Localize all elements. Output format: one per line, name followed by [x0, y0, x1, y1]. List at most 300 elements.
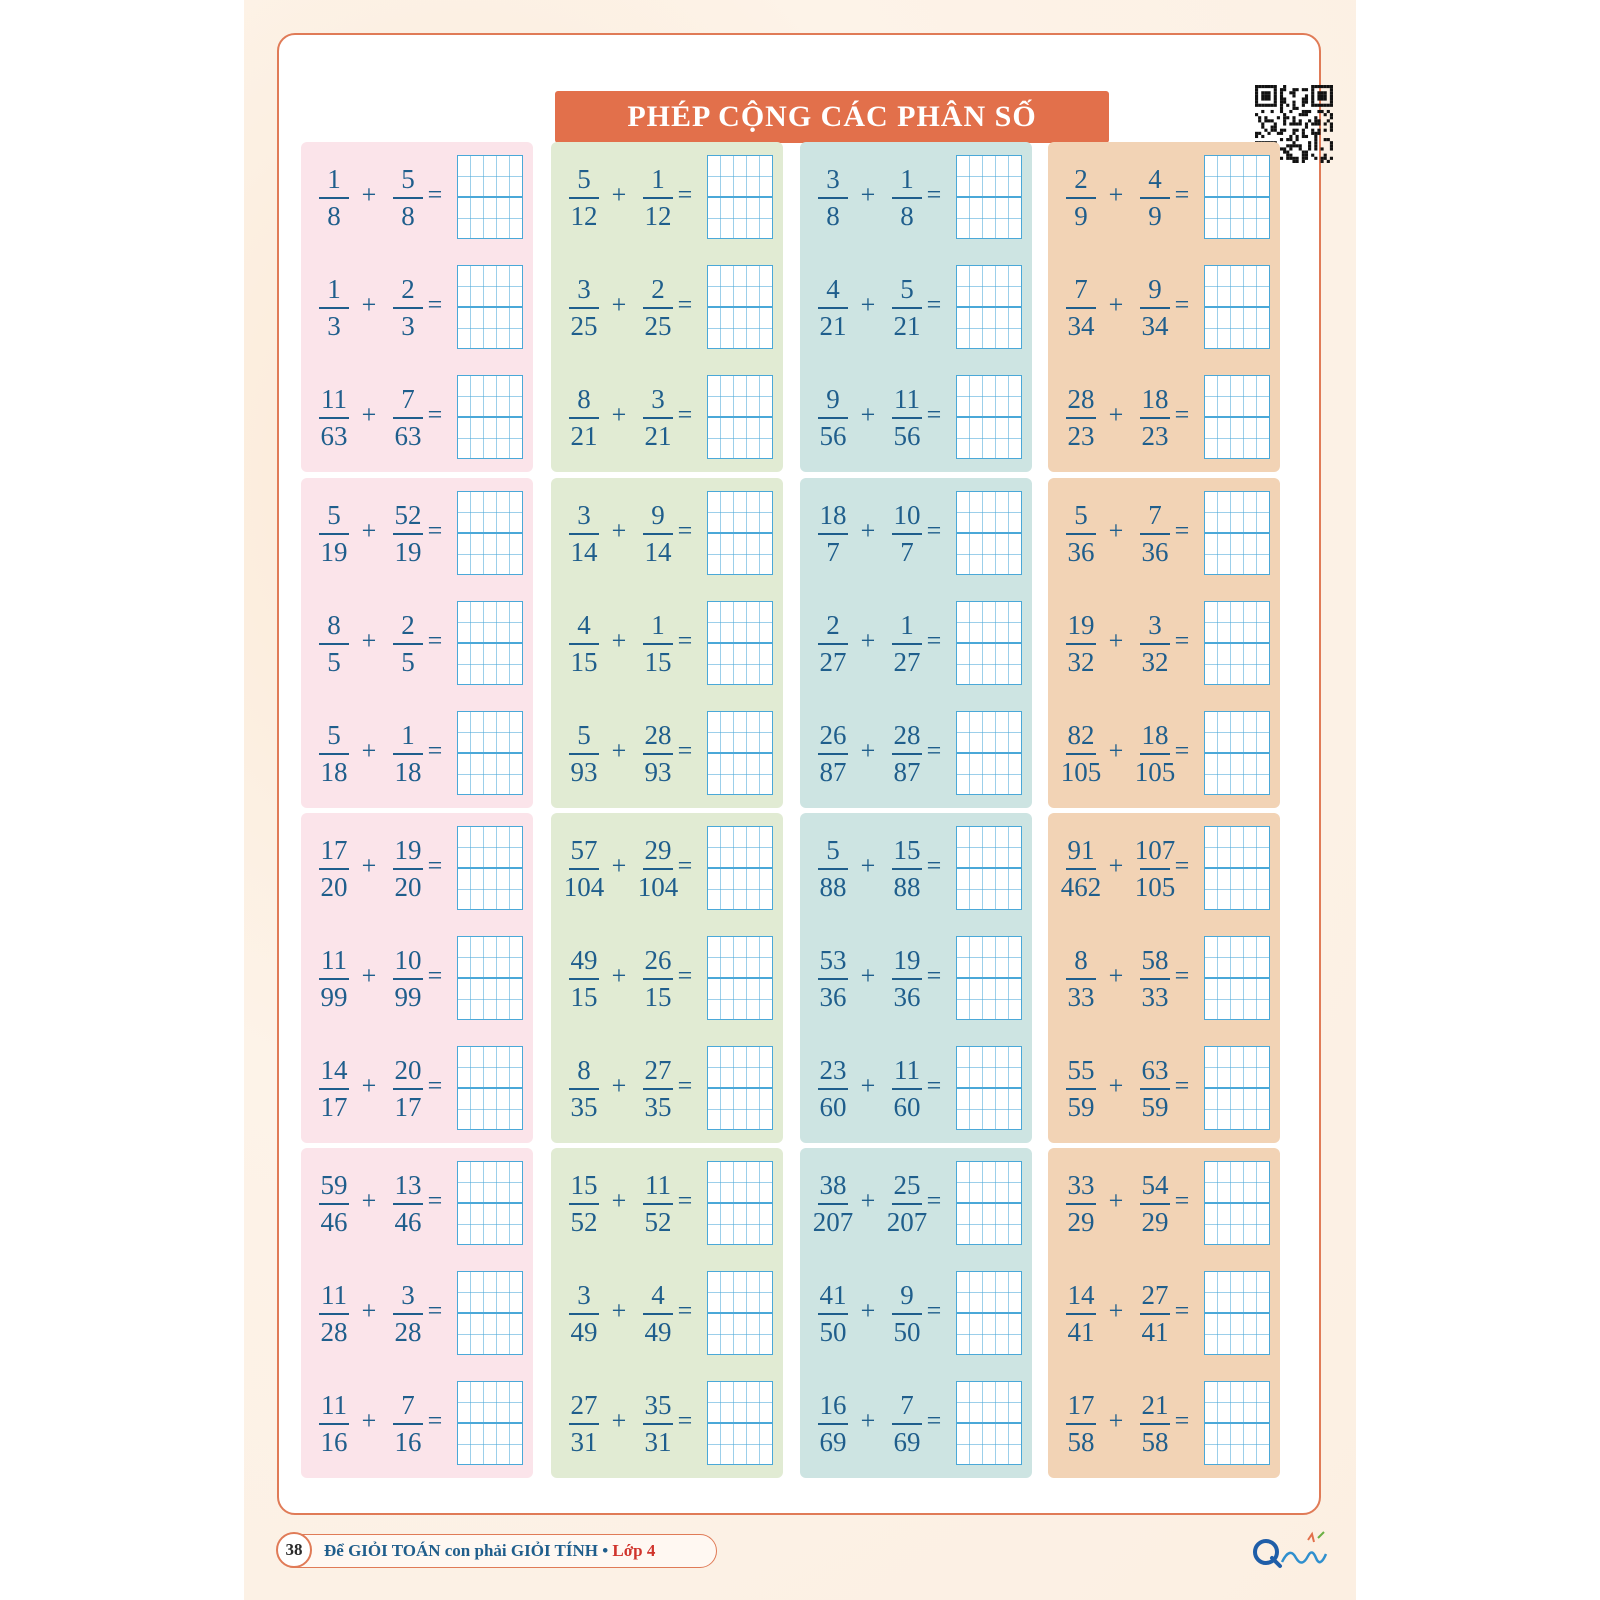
denominator: 87	[819, 757, 847, 787]
equals-sign: =	[926, 1406, 942, 1435]
denominator: 25	[570, 311, 598, 341]
addition-exercise	[551, 1373, 783, 1463]
addition-exercise	[301, 257, 533, 347]
answer-box[interactable]	[1204, 265, 1270, 349]
fraction-bar	[393, 868, 423, 870]
fraction-left	[806, 1054, 860, 1124]
denominator: 58	[1141, 1427, 1169, 1457]
fraction-left	[1054, 1279, 1108, 1349]
exercise-block	[301, 813, 533, 1143]
fraction-left	[557, 1279, 611, 1349]
numerator: 33	[1067, 1170, 1095, 1200]
fraction-bar	[1066, 1203, 1096, 1205]
answer-box[interactable]	[956, 1271, 1022, 1355]
fraction-left	[1054, 1054, 1108, 1124]
fraction-bar	[319, 1203, 349, 1205]
fraction-left	[307, 944, 361, 1014]
fraction-bar	[892, 1423, 922, 1425]
numerator: 19	[893, 945, 921, 975]
fraction-left	[806, 499, 860, 569]
numerator: 3	[577, 274, 591, 304]
numerator: 7	[900, 1390, 914, 1420]
denominator: 8	[900, 201, 914, 231]
equals-sign: =	[677, 961, 693, 990]
plus-sign: +	[1108, 961, 1124, 990]
fraction-bar	[1066, 307, 1096, 309]
plus-sign: +	[361, 180, 377, 209]
fraction-bar	[1066, 643, 1096, 645]
fraction-bar	[319, 1313, 349, 1315]
answer-box[interactable]	[1204, 375, 1270, 459]
answer-box[interactable]	[1204, 1161, 1270, 1245]
exercise-block	[301, 1148, 533, 1478]
plus-sign: +	[1108, 400, 1124, 429]
equals-sign: =	[427, 736, 443, 765]
addition-exercise	[301, 703, 533, 793]
fraction-bar	[818, 978, 848, 980]
denominator: 14	[644, 537, 672, 567]
fraction-bar	[319, 643, 349, 645]
fraction-bar	[892, 1088, 922, 1090]
answer-box[interactable]	[1204, 936, 1270, 1020]
numerator: 8	[1074, 945, 1088, 975]
equals-sign: =	[1174, 1186, 1190, 1215]
plus-sign: +	[611, 1071, 627, 1100]
fraction-left	[806, 609, 860, 679]
fraction-left	[806, 1169, 860, 1239]
exercise-block	[301, 478, 533, 808]
numerator: 23	[819, 1055, 847, 1085]
equals-sign: =	[1174, 1406, 1190, 1435]
denominator: 104	[563, 872, 605, 902]
denominator: 50	[893, 1317, 921, 1347]
answer-box[interactable]	[457, 826, 523, 910]
exercise-block	[1048, 478, 1280, 808]
numerator: 4	[651, 1280, 665, 1310]
answer-box[interactable]	[707, 375, 773, 459]
plus-sign: +	[611, 961, 627, 990]
numerator: 5	[327, 500, 341, 530]
denominator: 58	[1067, 1427, 1095, 1457]
plus-sign: +	[611, 400, 627, 429]
book-title-text: Để GIỎI TOÁN con phải GIỎI TÍNH •	[324, 1541, 613, 1560]
denominator: 21	[570, 421, 598, 451]
fraction-bar	[393, 533, 423, 535]
numerator: 57	[570, 835, 598, 865]
fraction-left	[557, 1169, 611, 1239]
equals-sign: =	[1174, 400, 1190, 429]
fraction-bar	[319, 197, 349, 199]
addition-exercise	[551, 593, 783, 683]
fraction-bar	[393, 417, 423, 419]
numerator: 14	[1067, 1280, 1095, 1310]
fraction-left	[307, 609, 361, 679]
denominator: 56	[819, 421, 847, 451]
addition-exercise	[800, 1373, 1032, 1463]
numerator: 3	[577, 500, 591, 530]
answer-box[interactable]	[956, 1161, 1022, 1245]
addition-exercise	[800, 928, 1032, 1018]
answer-box[interactable]	[956, 1381, 1022, 1465]
equals-sign: =	[926, 1296, 942, 1325]
numerator: 20	[394, 1055, 422, 1085]
fraction-left	[806, 273, 860, 343]
equals-sign: =	[926, 400, 942, 429]
numerator: 8	[577, 384, 591, 414]
numerator: 91	[1067, 835, 1095, 865]
fraction-bar	[818, 307, 848, 309]
denominator: 60	[819, 1092, 847, 1122]
numerator: 7	[1148, 500, 1162, 530]
equals-sign: =	[926, 851, 942, 880]
addition-exercise	[301, 818, 533, 908]
numerator: 11	[321, 1280, 347, 1310]
equals-sign: =	[677, 626, 693, 655]
equals-sign: =	[1174, 290, 1190, 319]
denominator: 16	[320, 1427, 348, 1457]
numerator: 18	[1141, 720, 1169, 750]
answer-box[interactable]	[956, 711, 1022, 795]
denominator: 23	[1141, 421, 1169, 451]
fraction-bar	[643, 753, 673, 755]
numerator: 10	[893, 500, 921, 530]
denominator: 99	[320, 982, 348, 1012]
fraction-bar	[818, 643, 848, 645]
addition-exercise	[551, 1038, 783, 1128]
addition-exercise	[1048, 1373, 1280, 1463]
numerator: 27	[644, 1055, 672, 1085]
fraction-bar	[818, 197, 848, 199]
answer-box[interactable]	[457, 265, 523, 349]
denominator: 59	[1141, 1092, 1169, 1122]
equals-sign: =	[1174, 626, 1190, 655]
plus-sign: +	[1108, 626, 1124, 655]
numerator: 4	[577, 610, 591, 640]
answer-box[interactable]	[707, 1161, 773, 1245]
equals-sign: =	[427, 1186, 443, 1215]
denominator: 36	[1141, 537, 1169, 567]
denominator: 63	[394, 421, 422, 451]
fraction-bar	[393, 643, 423, 645]
equals-sign: =	[1174, 736, 1190, 765]
answer-box[interactable]	[1204, 155, 1270, 239]
addition-exercise	[1048, 257, 1280, 347]
addition-exercise	[1048, 1263, 1280, 1353]
addition-exercise	[551, 1263, 783, 1353]
plus-sign: +	[361, 736, 377, 765]
answer-box[interactable]	[956, 491, 1022, 575]
plus-sign: +	[361, 1406, 377, 1435]
addition-exercise	[301, 1373, 533, 1463]
fraction-bar	[393, 1203, 423, 1205]
equals-sign: =	[1174, 1071, 1190, 1100]
answer-box[interactable]	[956, 826, 1022, 910]
fraction-bar	[569, 1313, 599, 1315]
answer-box[interactable]	[457, 1161, 523, 1245]
answer-box[interactable]	[707, 601, 773, 685]
denominator: 16	[394, 1427, 422, 1457]
plus-sign: +	[611, 1296, 627, 1325]
equals-sign: =	[427, 400, 443, 429]
equals-sign: =	[427, 290, 443, 319]
exercise-block	[800, 813, 1032, 1143]
denominator: 18	[394, 757, 422, 787]
answer-box[interactable]	[707, 1271, 773, 1355]
fraction-bar	[643, 1423, 673, 1425]
equals-sign: =	[427, 180, 443, 209]
denominator: 60	[893, 1092, 921, 1122]
addition-exercise	[551, 1153, 783, 1243]
answer-box[interactable]	[457, 936, 523, 1020]
fraction-bar	[1140, 978, 1170, 980]
fraction-bar	[1066, 753, 1096, 755]
equals-sign: =	[1174, 1296, 1190, 1325]
answer-box[interactable]	[457, 491, 523, 575]
numerator: 25	[893, 1170, 921, 1200]
denominator: 28	[394, 1317, 422, 1347]
answer-box[interactable]	[707, 265, 773, 349]
denominator: 29	[1141, 1207, 1169, 1237]
addition-exercise	[1048, 593, 1280, 683]
fraction-bar	[643, 417, 673, 419]
numerator: 11	[894, 1055, 920, 1085]
fraction-bar	[569, 1423, 599, 1425]
denominator: 15	[570, 982, 598, 1012]
numerator: 15	[893, 835, 921, 865]
numerator: 2	[826, 610, 840, 640]
plus-sign: +	[361, 1071, 377, 1100]
numerator: 3	[401, 1280, 415, 1310]
addition-exercise	[551, 367, 783, 457]
fraction-bar	[1066, 533, 1096, 535]
numerator: 11	[321, 945, 347, 975]
fraction-bar	[319, 978, 349, 980]
answer-box[interactable]	[1204, 1271, 1270, 1355]
denominator: 25	[644, 311, 672, 341]
equals-sign: =	[677, 851, 693, 880]
addition-exercise	[551, 703, 783, 793]
answer-box[interactable]	[457, 1046, 523, 1130]
exercise-block	[551, 813, 783, 1143]
plus-sign: +	[1108, 736, 1124, 765]
fraction-bar	[1140, 417, 1170, 419]
denominator: 49	[644, 1317, 672, 1347]
equals-sign: =	[1174, 516, 1190, 545]
equals-sign: =	[427, 626, 443, 655]
fraction-left	[307, 163, 361, 233]
fraction-bar	[1140, 1313, 1170, 1315]
fraction-bar	[892, 753, 922, 755]
numerator: 4	[826, 274, 840, 304]
answer-box[interactable]	[1204, 601, 1270, 685]
answer-box[interactable]	[457, 1381, 523, 1465]
plus-sign: +	[361, 400, 377, 429]
grade-label: Lớp 4	[612, 1541, 656, 1560]
fraction-bar	[1066, 1423, 1096, 1425]
addition-exercise	[301, 928, 533, 1018]
fraction-bar	[643, 1313, 673, 1315]
numerator: 52	[394, 500, 422, 530]
answer-box[interactable]	[707, 826, 773, 910]
answer-box[interactable]	[956, 936, 1022, 1020]
answer-box[interactable]	[707, 491, 773, 575]
answer-box[interactable]	[457, 1271, 523, 1355]
fraction-bar	[1140, 1423, 1170, 1425]
plus-sign: +	[1108, 851, 1124, 880]
fraction-bar	[569, 417, 599, 419]
answer-box[interactable]	[1204, 826, 1270, 910]
numerator: 3	[826, 164, 840, 194]
plus-sign: +	[1108, 180, 1124, 209]
addition-exercise	[1048, 703, 1280, 793]
numerator: 11	[645, 1170, 671, 1200]
denominator: 3	[401, 311, 415, 341]
answer-box[interactable]	[956, 601, 1022, 685]
fraction-bar	[892, 643, 922, 645]
numerator: 5	[577, 164, 591, 194]
numerator: 107	[1134, 835, 1176, 865]
answer-box[interactable]	[707, 1046, 773, 1130]
addition-exercise	[1048, 1038, 1280, 1128]
numerator: 5	[900, 274, 914, 304]
answer-box[interactable]	[707, 1381, 773, 1465]
denominator: 93	[644, 757, 672, 787]
denominator: 33	[1067, 982, 1095, 1012]
fraction-bar	[393, 1313, 423, 1315]
addition-exercise	[301, 367, 533, 457]
fraction-left	[557, 273, 611, 343]
numerator: 2	[651, 274, 665, 304]
answer-box[interactable]	[707, 155, 773, 239]
fraction-left	[1054, 163, 1108, 233]
answer-box[interactable]	[707, 711, 773, 795]
answer-box[interactable]	[956, 155, 1022, 239]
answer-box[interactable]	[457, 601, 523, 685]
fraction-left	[1054, 609, 1108, 679]
plus-sign: +	[611, 626, 627, 655]
numerator: 4	[1148, 164, 1162, 194]
denominator: 99	[394, 982, 422, 1012]
numerator: 3	[651, 384, 665, 414]
denominator: 87	[893, 757, 921, 787]
answer-box[interactable]	[1204, 1381, 1270, 1465]
answer-box[interactable]	[457, 155, 523, 239]
fraction-bar	[892, 1313, 922, 1315]
denominator: 52	[570, 1207, 598, 1237]
fraction-left	[557, 383, 611, 453]
fraction-bar	[569, 753, 599, 755]
numerator: 8	[327, 610, 341, 640]
fraction-bar	[1140, 868, 1170, 870]
answer-box[interactable]	[707, 936, 773, 1020]
fraction-left	[806, 1389, 860, 1459]
equals-sign: =	[1174, 180, 1190, 209]
denominator: 9	[1074, 201, 1088, 231]
page-title: PHÉP CỘNG CÁC PHÂN SỐ	[555, 91, 1109, 143]
denominator: 36	[1067, 537, 1095, 567]
numerator: 2	[401, 610, 415, 640]
denominator: 49	[570, 1317, 598, 1347]
plus-sign: +	[361, 290, 377, 319]
plus-sign: +	[1108, 1296, 1124, 1325]
denominator: 34	[1067, 311, 1095, 341]
fraction-left	[806, 834, 860, 904]
answer-box[interactable]	[956, 375, 1022, 459]
fraction-bar	[892, 868, 922, 870]
plus-sign: +	[611, 1406, 627, 1435]
fraction-bar	[892, 978, 922, 980]
denominator: 28	[320, 1317, 348, 1347]
equals-sign: =	[926, 961, 942, 990]
fraction-left	[1054, 944, 1108, 1014]
answer-box[interactable]	[1204, 491, 1270, 575]
fraction-left	[806, 163, 860, 233]
denominator: 3	[327, 311, 341, 341]
addition-exercise	[551, 818, 783, 908]
denominator: 207	[812, 1207, 854, 1237]
fraction-left	[1054, 719, 1108, 789]
answer-box[interactable]	[956, 1046, 1022, 1130]
equals-sign: =	[677, 1071, 693, 1100]
denominator: 9	[1148, 201, 1162, 231]
fraction-bar	[319, 753, 349, 755]
answer-box[interactable]	[956, 265, 1022, 349]
denominator: 14	[570, 537, 598, 567]
numerator: 9	[826, 384, 840, 414]
fraction-left	[557, 944, 611, 1014]
denominator: 8	[401, 201, 415, 231]
fraction-left	[557, 719, 611, 789]
plus-sign: +	[361, 1186, 377, 1215]
plus-sign: +	[361, 961, 377, 990]
fraction-left	[806, 1279, 860, 1349]
addition-exercise	[1048, 483, 1280, 573]
numerator: 63	[1141, 1055, 1169, 1085]
fraction-bar	[643, 1203, 673, 1205]
denominator: 46	[394, 1207, 422, 1237]
addition-exercise	[301, 593, 533, 683]
fraction-bar	[818, 533, 848, 535]
numerator: 59	[320, 1170, 348, 1200]
numerator: 9	[651, 500, 665, 530]
answer-box[interactable]	[1204, 1046, 1270, 1130]
denominator: 15	[570, 647, 598, 677]
plus-sign: +	[1108, 290, 1124, 319]
plus-sign: +	[1108, 516, 1124, 545]
fraction-left	[307, 499, 361, 569]
denominator: 41	[1141, 1317, 1169, 1347]
numerator: 5	[327, 720, 341, 750]
denominator: 93	[570, 757, 598, 787]
denominator: 33	[1141, 982, 1169, 1012]
addition-exercise	[551, 928, 783, 1018]
answer-box[interactable]	[457, 711, 523, 795]
fraction-bar	[569, 307, 599, 309]
answer-box[interactable]	[457, 375, 523, 459]
plus-sign: +	[860, 736, 876, 765]
numerator: 8	[577, 1055, 591, 1085]
numerator: 7	[1074, 274, 1088, 304]
addition-exercise	[800, 593, 1032, 683]
answer-box[interactable]	[1204, 711, 1270, 795]
numerator: 1	[651, 610, 665, 640]
fraction-bar	[1140, 1203, 1170, 1205]
numerator: 21	[1141, 1390, 1169, 1420]
equals-sign: =	[677, 180, 693, 209]
plus-sign: +	[860, 1071, 876, 1100]
fraction-bar	[319, 307, 349, 309]
fraction-bar	[569, 197, 599, 199]
